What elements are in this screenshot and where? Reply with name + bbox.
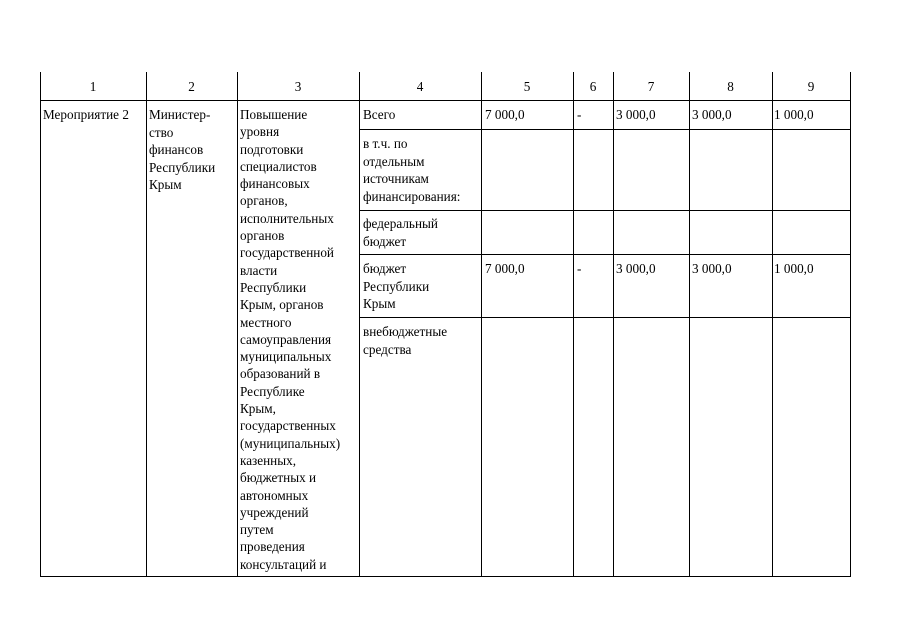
value-cell: 1 000,0 <box>774 107 814 122</box>
grid-line <box>613 72 614 577</box>
column-header: 8 <box>727 79 734 94</box>
value-cell: 3 000,0 <box>616 261 656 276</box>
grid-line <box>146 72 147 577</box>
grid-line <box>359 72 360 577</box>
value-cell: - <box>577 261 582 276</box>
grid-line <box>237 72 238 577</box>
value-cell: 3 000,0 <box>616 107 656 122</box>
column-header: 4 <box>416 79 424 94</box>
grid-line <box>359 210 851 211</box>
grid-line <box>40 100 851 101</box>
column-header: 3 <box>294 79 302 94</box>
measure-name: Мероприятие 2 <box>43 107 129 122</box>
value-cell: 3 000,0 <box>692 107 732 122</box>
funding-source: федеральный бюджет <box>363 216 438 249</box>
grid-line <box>40 576 851 577</box>
column-header: 9 <box>807 79 815 94</box>
executor-name: Министер- ство финансов Республики Крым <box>149 107 216 193</box>
column-header: 7 <box>647 79 655 94</box>
grid-line <box>850 72 851 577</box>
funding-source: внебюджетные средства <box>363 324 448 357</box>
funding-table <box>40 72 851 577</box>
funding-source: в т.ч. по отдельным источникам финансирования: <box>363 136 461 204</box>
value-cell: - <box>577 107 582 122</box>
funding-source: бюджет Республики Крым <box>363 261 430 312</box>
funding-source: Всего <box>363 107 396 122</box>
grid-line <box>772 72 773 577</box>
grid-line <box>359 129 851 130</box>
column-header: 5 <box>523 79 531 94</box>
grid-line <box>481 72 482 577</box>
grid-line <box>359 254 851 255</box>
grid-line <box>573 72 574 577</box>
column-header: 6 <box>589 79 597 94</box>
value-cell: 3 000,0 <box>692 261 732 276</box>
value-cell: 7 000,0 <box>485 261 525 276</box>
grid-line <box>359 317 851 318</box>
measure-description: Повышение уровня подготовки специалистов финансовых органов, исполнительных органов государственной власти Республики Крым, органов местного самоуправления муниципальных образований в Республике Крым, государственных (муниципальных) казенных, бюджетных и автономных учреждений путем проведения консультаций и <box>240 107 341 572</box>
value-cell: 1 000,0 <box>774 261 814 276</box>
column-header: 1 <box>89 79 97 94</box>
grid-line <box>40 72 41 577</box>
value-cell: 7 000,0 <box>485 107 525 122</box>
grid-line <box>689 72 690 577</box>
column-header: 2 <box>188 79 195 94</box>
